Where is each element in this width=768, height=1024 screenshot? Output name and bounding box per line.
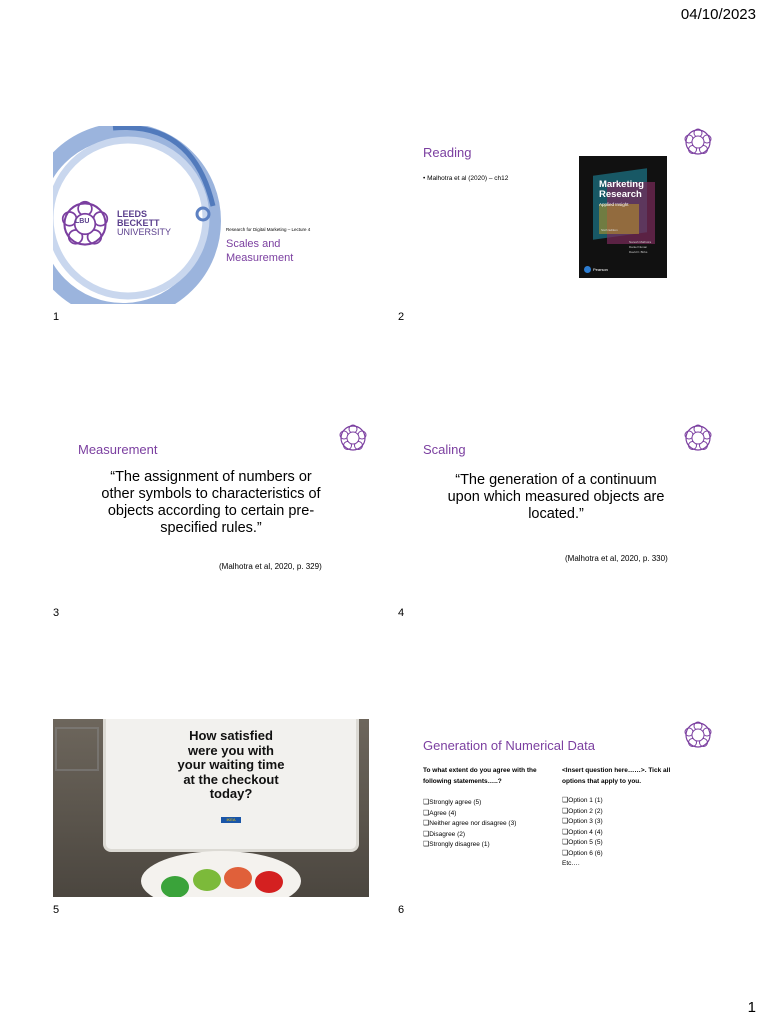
slide-6[interactable] (398, 719, 714, 897)
slide-title: Scales and Measurement (226, 238, 294, 264)
slide-title: Generation of Numerical Data (423, 738, 595, 753)
book-cover (579, 156, 667, 278)
slide-number: 6 (398, 904, 405, 916)
book-title: Marketing Research (599, 179, 644, 200)
slide-number: 4 (398, 607, 405, 619)
likert-question: To what extent do you agree with the following statements…..? (423, 767, 537, 785)
lbu-rose-icon (684, 424, 712, 452)
slide-title: Measurement (78, 442, 158, 457)
logo-mark: LBU (75, 218, 90, 225)
slide-number: 2 (398, 311, 405, 323)
university-name: LEEDS BECKETT UNIVERSITY (117, 209, 172, 237)
trolley-rail (55, 727, 99, 771)
slide-number: 3 (53, 607, 60, 619)
slide-1[interactable] (53, 126, 369, 304)
slide-3[interactable] (53, 422, 369, 600)
survey-sign (103, 719, 359, 852)
ikea-tag: IKEA (221, 817, 241, 823)
happy-button[interactable] (193, 869, 221, 891)
book-edition: Sixth Edition (601, 228, 618, 232)
slide-4[interactable] (398, 422, 714, 600)
checkbox-option[interactable]: ❑ Option 4 (4) (562, 828, 603, 839)
sign-question: How satisfied were you with your waiting time at the checkout today? (177, 728, 285, 801)
publisher-icon (584, 266, 591, 273)
slide-title: Scaling (423, 442, 466, 457)
lecture-subtitle: Research for Digital Marketing – Lecture 4 (226, 227, 311, 232)
lbu-rose-icon (684, 721, 712, 749)
print-date: 04/10/2023 (680, 6, 756, 23)
checkbox-option[interactable]: ❑ Agree (4) (423, 809, 516, 820)
definition-quote: “The generation of a continuum upon which measured objects are located.” (447, 472, 665, 522)
book-subtitle: Applied Insight (599, 202, 629, 207)
slide-5[interactable] (53, 719, 369, 897)
slide-title: Reading (423, 145, 472, 160)
likert-options (423, 798, 516, 851)
multi-select-options (562, 796, 603, 870)
etc-text: Etc…. (562, 860, 580, 867)
checkbox-option[interactable]: ❑ Option 3 (3) (562, 817, 603, 828)
unhappy-button[interactable] (224, 867, 252, 889)
checkbox-option[interactable]: ❑ Strongly agree (5) (423, 798, 516, 809)
reading-bullet: • Malhotra et al (2020) – ch12 (423, 175, 509, 182)
very-happy-button[interactable] (161, 876, 189, 897)
checkbox-option[interactable]: ❑ Option 6 (6) (562, 849, 603, 860)
checkbox-option[interactable]: ❑ Option 2 (2) (562, 807, 603, 818)
very-unhappy-button[interactable] (255, 871, 283, 893)
multi-select-question: <Insert question here……>. Tick all options that apply to you. (562, 767, 671, 785)
book-authors: Naresh Malhotra Daniel Nunan David F. Birks (629, 240, 652, 254)
citation: (Malhotra et al, 2020, p. 329) (219, 562, 322, 571)
checkbox-option[interactable]: ❑ Option 5 (5) (562, 838, 603, 849)
page-number: 1 (747, 999, 756, 1016)
citation: (Malhotra et al, 2020, p. 330) (565, 554, 668, 563)
checkbox-option[interactable]: ❑ Neither agree nor disagree (3) (423, 819, 516, 830)
slide-2[interactable] (398, 126, 714, 304)
definition-quote: “The assignment of numbers or other symbols to characteristics of objects according to certain pre- specified rules.” (101, 469, 321, 536)
checkbox-option[interactable]: ❑ Option 1 (1) (562, 796, 603, 807)
slide-number: 5 (53, 904, 60, 916)
publisher-name: Pearson (593, 267, 608, 272)
lbu-rose-icon (684, 128, 712, 156)
checkbox-option[interactable]: ❑ Disagree (2) (423, 830, 516, 841)
checkbox-option[interactable]: ❑ Strongly disagree (1) (423, 840, 516, 851)
lbu-rose-icon (339, 424, 367, 452)
slide-number: 1 (53, 311, 60, 323)
